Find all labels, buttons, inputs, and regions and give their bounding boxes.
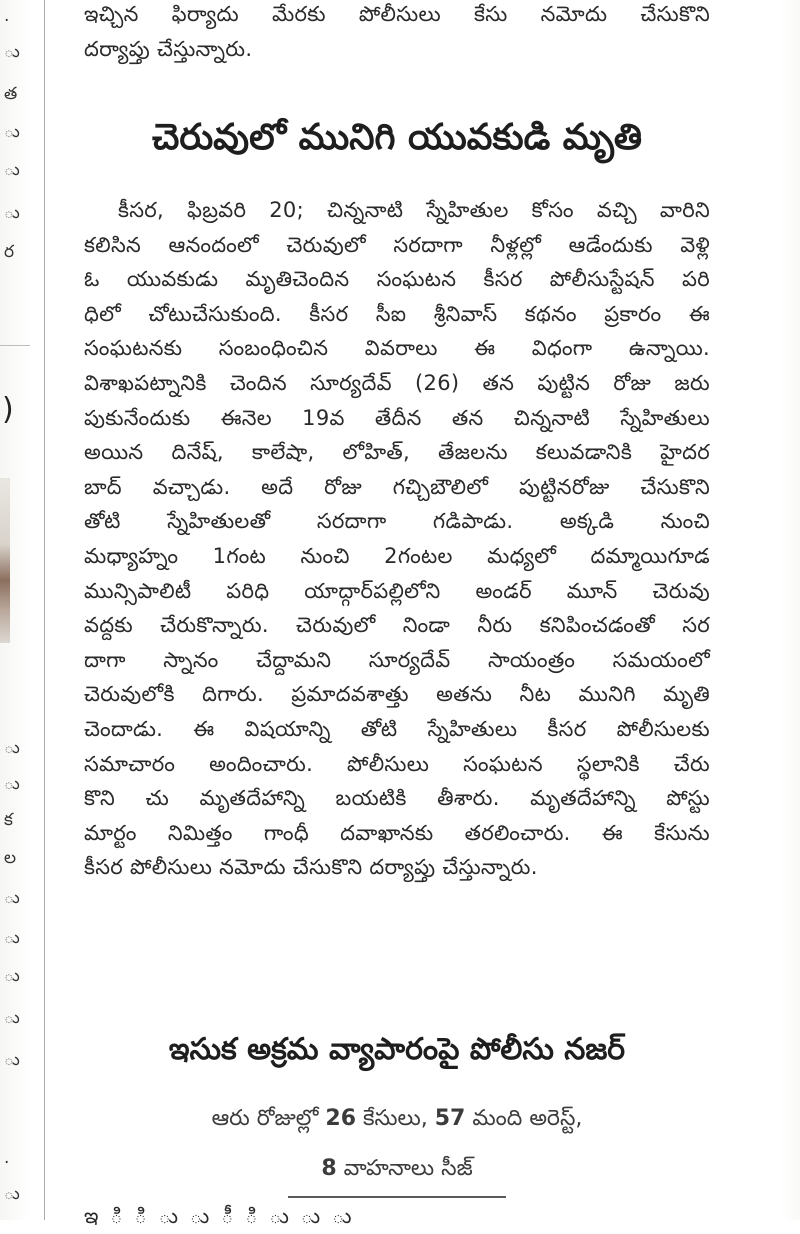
subheading-text: కేసులు, [356,1106,435,1131]
text-line: మధ్యాహ్నం 1గంట నుంచి 2గంటల మధ్యలో దమ్మాయిగూడ [84,543,710,568]
subheading-text: వాహనాలు సీజ్ [336,1156,473,1181]
left-fragment: ు [4,774,20,794]
left-fragment: ు [4,122,20,142]
text-line: ఓ యువకుడు మృతిచెందిన సంఘటన కీసర పోలీసుస్టేషన్ పరి [84,267,710,292]
text-line: ఇచ్చిన ఫిర్యాదు మేరకు పోలీసులు కేసు నమోదు చేసుకొని [84,2,710,26]
left-fragment: ) [2,392,14,427]
left-fragment: ర [4,242,15,262]
left-fragment: . [4,6,10,26]
text-line: కొని చు మృతదేహాన్ని బయటికి తీశారు. మృతదేహాన్ని పోస్టు [84,786,710,811]
text-line: దర్యాప్తు చేస్తున్నారు. [84,36,253,61]
left-fragment: త [4,84,18,104]
text-line: సమాచారం అందించారు. పోలీసులు సంఘటన స్థలానికి చేరు [84,751,710,776]
text-line: చెరువులోకి దిగారు. ప్రమాదవశాత్తు అతను నీట మునిగి మృతి [84,682,710,707]
text-line: బాద్ వచ్చాడు. అదే రోజు గచ్చిబౌలిలో పుట్టినరోజు చేసుకొని [84,474,710,499]
article-headline: చెరువులో మునిగి యువకుడి మృతి [151,117,642,158]
left-fragment: ు [4,160,20,180]
left-fragment: ు [4,738,20,758]
text-line: విశాఖపట్నానికి చెందిన సూర్యదేవ్ (26) తన పుట్టిన రోజు జరు [84,370,710,395]
left-fragment: ు [4,928,20,948]
cut-off-text-line: ఇ ి ి ు ు ీ ి ు ు ు [84,1204,358,1228]
text-line: దాగా స్నానం చేద్దామని సూర్యదేవ్ సాయంత్రం సమయంలో [84,647,710,672]
text-line: కీసర, ఫిబ్రవరి 20; చిన్ననాటి స్నేహితుల కోసం వచ్చి వారిని [118,198,710,222]
text-line: అయిన దినేష్, కాలేషా, లోహిత్, తేజలను కలువడానికి హైదర [84,440,710,465]
left-fragment: ు [4,1050,20,1070]
subheading-number: 57 [434,1106,466,1131]
left-fragment: ు [4,1184,20,1204]
previous-article-tail [84,4,710,73]
left-fragment: ు [4,966,20,986]
text-line: పుకునేందుకు ఈనెల 19వ తేదీన తన చిన్ననాటి స్నేహితులు [84,405,710,430]
subheading-underline [288,1196,506,1198]
text-line: చెందాడు. ఈ విషయాన్ని తోటి స్నేహితులు కీసర పోలీసులకు [84,716,710,741]
text-line: కీసర పోలీసులు నమోదు చేసుకొని దర్యాప్తు చేస్తున్నారు. [84,855,538,880]
second-article-subheading [84,1158,710,1180]
left-column-divider [0,345,30,346]
left-fragment: ల [4,848,17,868]
text-line: తోటి స్నేహితులతో సరదాగా గడిపాడు. అక్కడి నుంచి [84,509,710,534]
text-line: మున్సిపాలిటీ పరిధి యాద్గార్‌పల్లిలోని అండర్ మూన్ చెరువు [84,578,710,603]
subheading-number: 8 [321,1156,337,1181]
text-line: ధిలో చోటుచేసుకుంది. కీసర సీఐ శ్రీనివాస్ కథనం ప్రకారం ఈ [84,301,710,326]
left-fragment: ు [4,1008,20,1028]
text-line: వద్దకు చేరుకొన్నారు. చెరువులో నిండా నీరు కనిపించడంతో సర [84,613,710,638]
left-column-photo [0,478,10,643]
text-line: కలిసిన ఆనందంలో చెరువులో సరదాగా నీళ్లల్లో ఆడేందుకు వెళ్లి [84,232,710,257]
column-rule [44,0,45,1220]
subheading-number: 26 [325,1106,357,1131]
text-line: మార్టం నిమిత్తం గాంధీ దవాఖానకు తరలించారు. ఈ కేసును [84,820,710,845]
subheading-text: ఆరు రోజుల్లో [211,1106,326,1131]
left-fragment: క [4,810,13,830]
left-fragment: ు [4,203,20,223]
text-line: సంఘటనకు సంబంధించిన వివరాలు ఈ విధంగా ఉన్నాయి. [84,336,710,361]
left-fragment: ు [4,42,20,62]
second-article-headline: ఇసుక అక్రమ వ్యాపారంపై పోలీసు నజర్ [168,1032,626,1067]
subheading-text: మంది అరెస్ట్, [465,1106,583,1131]
article-body [84,200,710,892]
left-fragment: . [4,1148,10,1168]
second-article-subheading [84,1108,710,1130]
left-fragment: ు [4,888,20,908]
